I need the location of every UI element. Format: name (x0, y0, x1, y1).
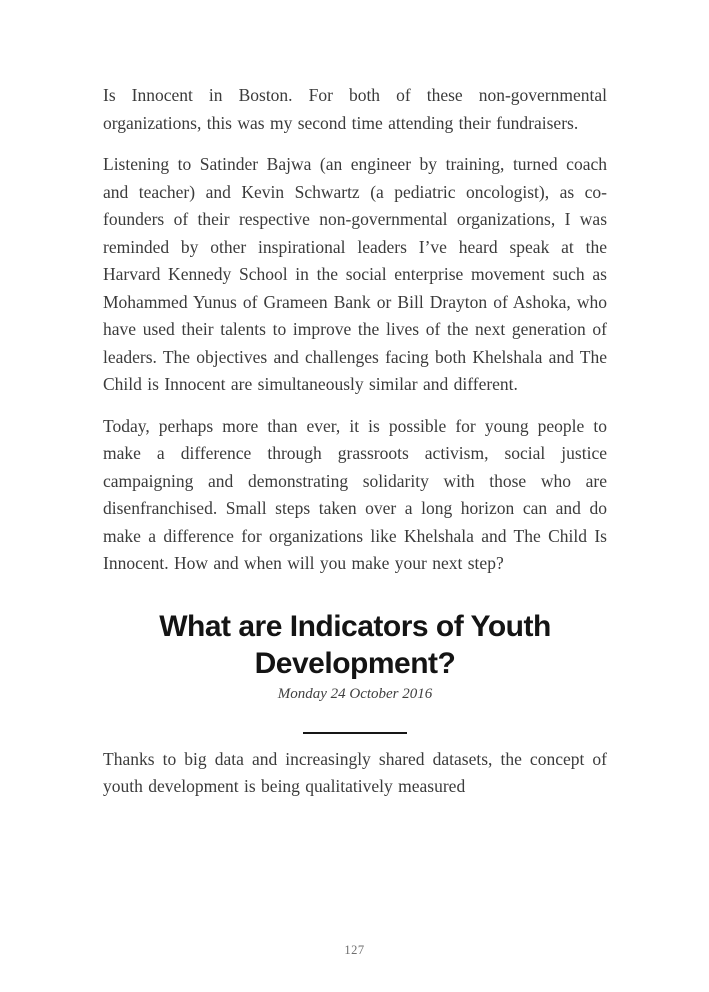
page-footer (0, 941, 709, 959)
paragraph-listening: Listening to Satinder Bajwa (an engineer by training, turned coach and teacher) and Kevin Schwartz (a pediatric oncologist), as co-founders of their respective non-governmental organizations, I was reminded by other inspirational leaders I’ve heard speak at the Harvard Kennedy School in the social enterprise movement such as Mohammed Yunus of Grameen Bank or Bill Drayton of Ashoka, who have used their talents to improve the lives of the next generation of leaders. The objectives and challenges facing both Khelshala and The Child is Innocent are simultaneously similar and different. (103, 154, 607, 394)
post-header (103, 608, 607, 703)
paragraph-thanks-big-data: Thanks to big data and increasingly shared datasets, the concept of youth development is being qualitatively measured (103, 748, 607, 796)
paragraph-today: Today, perhaps more than ever, it is possible for young people to make a difference through grassroots activism, social justice campaigning and demonstrating solidarity with those who are disenfranchised. Small steps taken over a long horizon can and do make a difference for organizations like Khelshala and The Child Is Innocent. How and when will you make your next step? (103, 415, 607, 573)
section-divider (303, 732, 407, 734)
post-date: Monday 24 October 2016 (277, 685, 433, 702)
page-number: 127 (344, 943, 365, 957)
post-title: What are Indicators of Youth Development? (159, 609, 551, 680)
paragraph-fundraisers: Is Innocent in Boston. For both of these non-governmental organizations, this was my second time attending their fundraisers. (103, 85, 607, 133)
